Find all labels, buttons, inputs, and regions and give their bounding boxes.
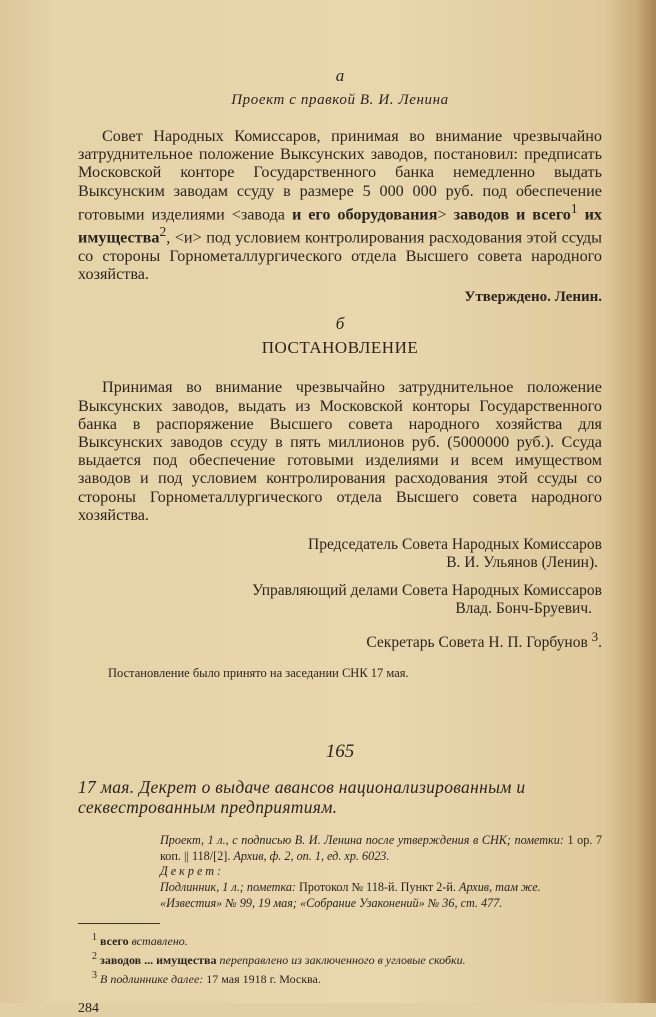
document-number: 165: [325, 741, 355, 763]
and-text: , <и>: [166, 228, 202, 247]
page-gutter: [634, 0, 656, 1003]
section-a-body-1: Совет Народных Комиссаров, принимая во внимание чрезвычайно затруднительное положение Выксунских заводов, постановил: предписать Московской конторе Государственного банка немедленно выдать Выксунским заводам ссуду в размере 5 000 000 руб. под обеспечение готовыми изделиями: [78, 127, 602, 224]
source-draft: [160, 833, 602, 864]
footnote-ref-1: 1: [570, 200, 578, 216]
insert-3: их имущества: [78, 205, 602, 247]
sign-manager-title: Управляющий делами Совета Народных Комиссаров: [252, 582, 602, 600]
section-b-letter: б: [335, 314, 345, 334]
adoption-note: Постановление было принято на заседании СНК 17 мая.: [108, 666, 409, 681]
section-a-body-2: под условием контролирования расходования этой ссуды со стороны Горнометаллургического отдела Высшего совета народного хозяйства.: [78, 228, 603, 284]
signatures: [78, 536, 602, 652]
source-publications: «Известия» № 99, 19 мая; «Собрание Узаконений» № 36, ст. 477.: [160, 895, 503, 910]
footnote-3-num: 3: [92, 970, 97, 982]
sign-secretary: [78, 628, 602, 652]
footnote-2-num: 2: [92, 951, 97, 963]
footnote-2-italic: переправлено из заключенного в угловые скобки.: [216, 953, 466, 968]
footnote-ref-2: 2: [159, 224, 167, 240]
sign-secretary-name: Секретарь Совета Н. П. Горбунов: [366, 634, 588, 652]
source-original-a: Подлинник, 1 л.; пометка:: [160, 879, 300, 894]
section-b-body: Принимая во внимание чрезвычайно затруднительное положение Выксунских заводов, выдать из Московской конторы Государственного банка в распоряжение Высшего совета народного хозяйства для Выксунских заводов ссуду в пять миллионов руб. (5000000 руб.). Ссуда выдается под обеспечение готовыми изделиями и всем имуществом заводов и под условием контролирования расходования этой ссуды со стороны Горнометаллургического отдела Высшего совета народного хозяйства.: [78, 378, 602, 524]
sign-chairman-title: Председатель Совета Народных Комиссаров: [308, 536, 602, 554]
document-title: 17 мая. Декрет о выдаче авансов национализированным и секвестрованным предприятиям.: [78, 777, 526, 818]
section-a-subtitle: Проект с правкой В. И. Ленина: [231, 92, 449, 108]
footnote-1-num: 1: [92, 932, 97, 944]
footnote-rule: [78, 923, 160, 924]
footnote-3: [92, 968, 602, 987]
footnote-ref-3: 3: [591, 629, 599, 645]
footnote-2: [92, 949, 602, 968]
approved-signature: Утверждено. Ленин.: [464, 289, 602, 306]
page-number: 284: [78, 1001, 99, 1017]
insert-close: >: [437, 205, 447, 224]
insert-open: <завода: [231, 205, 292, 224]
sign-manager-name: Влад. Бонч-Бруевич.: [455, 600, 592, 618]
section-b-heading: ПОСТАНОВЛЕНИЕ: [261, 338, 419, 358]
page-content: [78, 66, 602, 1017]
section-a-body: [78, 127, 602, 283]
sign-secretary-end: .: [598, 634, 602, 652]
source-decree-label: Декрет:: [160, 864, 225, 879]
footnote-2-bold: заводов ... имущества: [100, 953, 217, 968]
source-original-c: Архив, там же.: [455, 879, 541, 894]
footnote-3-plain: 17 мая 1918 г. Москва.: [206, 972, 321, 987]
footnote-1-bold: всего: [100, 934, 129, 949]
section-a-letter: а: [335, 66, 345, 85]
insert-2: заводов и всего: [446, 205, 571, 224]
source-original-b: Протокол № 118-й. Пункт 2-й.: [299, 879, 456, 894]
source-original: [160, 880, 602, 896]
sign-chairman-name: В. И. Ульянов (Ленин).: [446, 554, 598, 572]
source-draft-b: 1 ор. 7 коп. || 118/[2].: [160, 833, 602, 863]
insert-text: и его оборудования: [291, 205, 438, 224]
footnote-1-italic: вставлено.: [128, 934, 188, 949]
footnote-1: [92, 930, 602, 949]
source-draft-c: Архив, ф. 2, оп. 1, ед. хр. 6023.: [230, 848, 390, 863]
footnote-3-italic: В подлиннике далее:: [100, 972, 207, 987]
source-draft-a: Проект, 1 л., с подписью В. И. Ленина после утверждения в СНК; пометки:: [160, 833, 568, 848]
